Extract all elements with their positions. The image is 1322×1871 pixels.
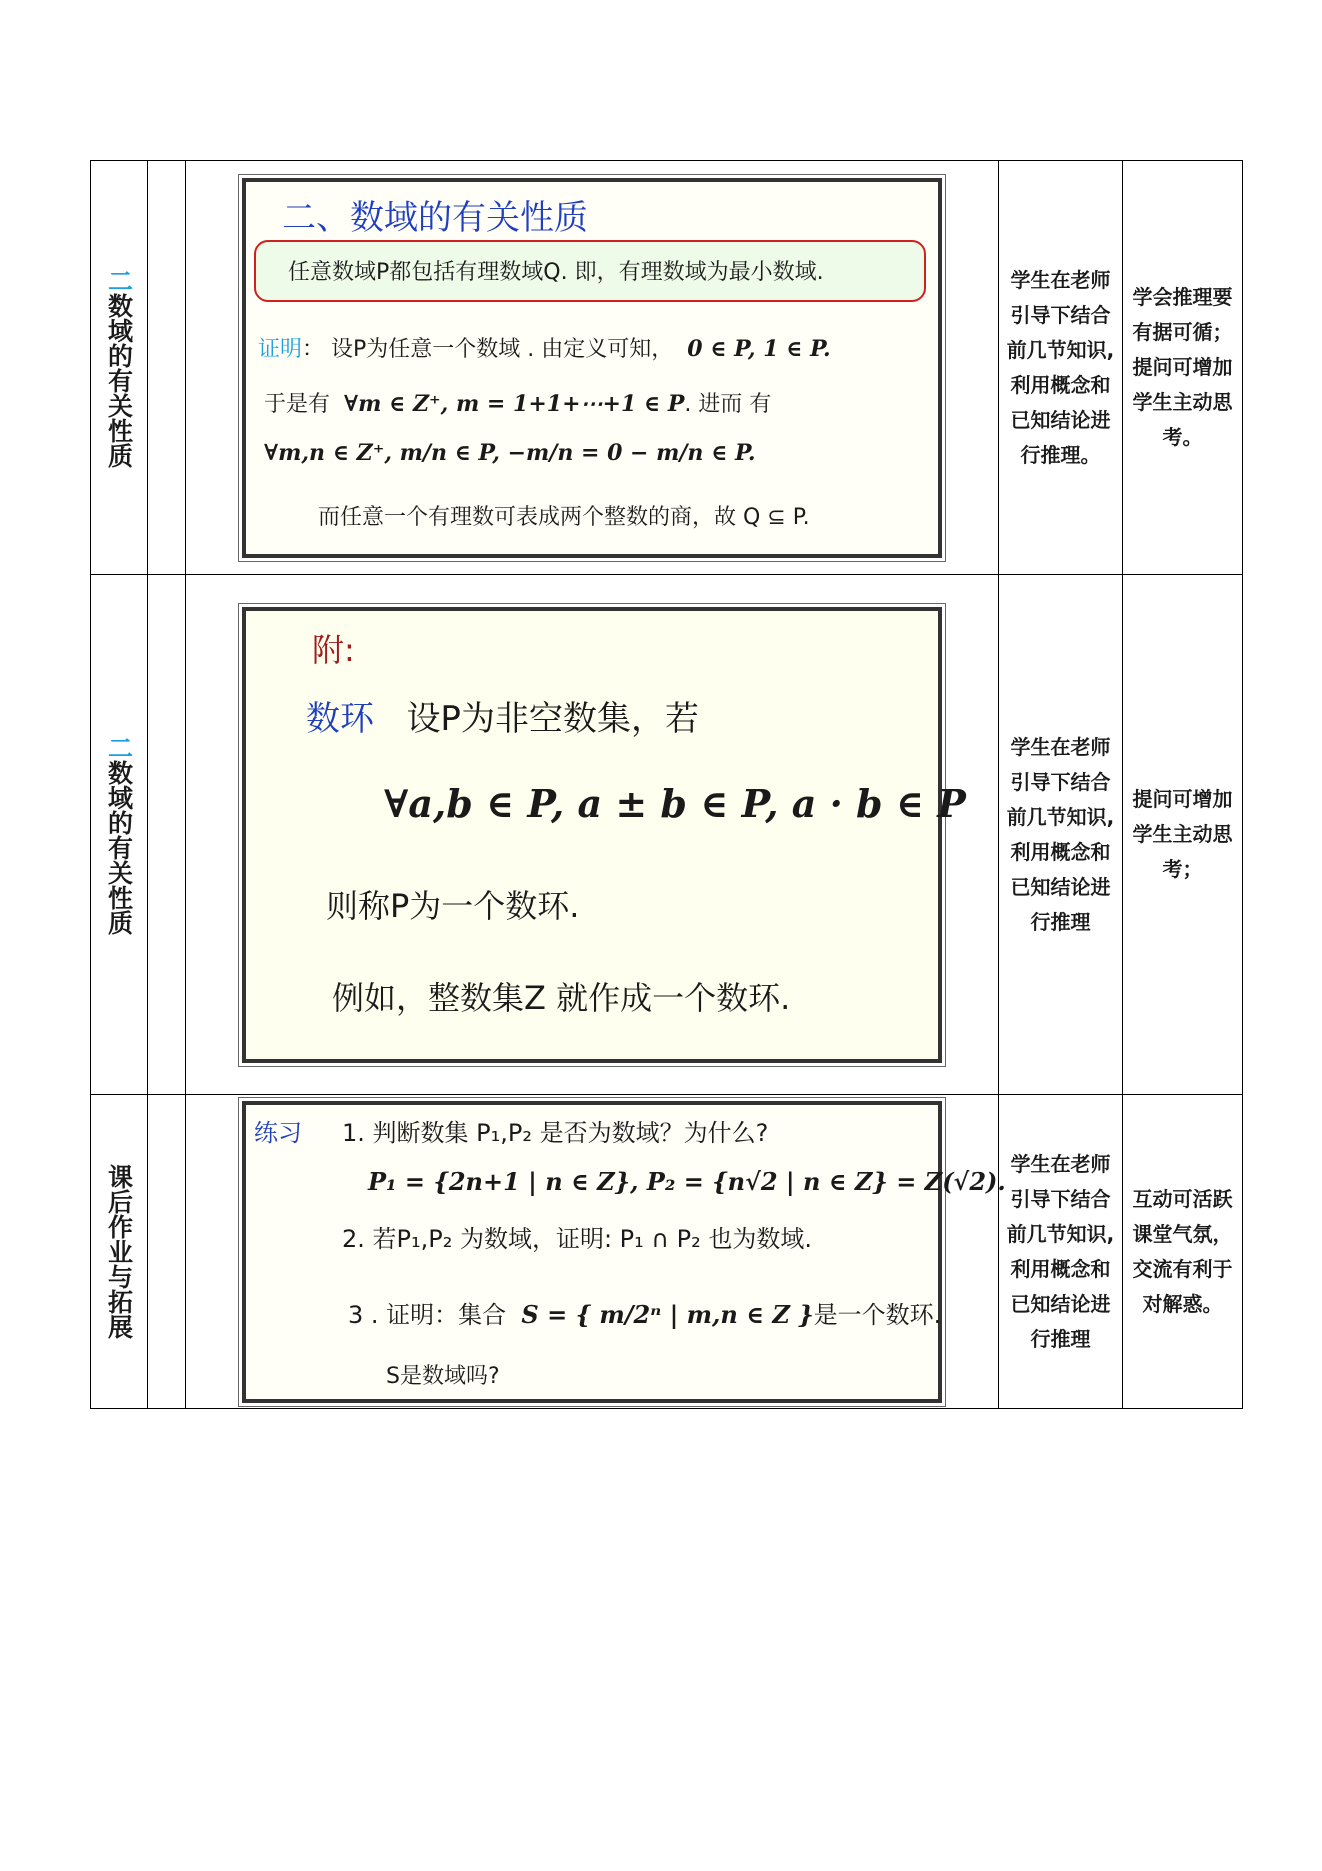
question-1: 1. 判断数集 P₁,P₂ 是否为数域？为什么? [342,1118,769,1147]
question-3 [348,1295,941,1330]
proof-label: 证明 [258,336,303,362]
design-intent-cell [1123,1095,1243,1409]
section-label: 课后作业与拓展 [104,1164,134,1339]
theorem-text: 任意数域P都包括有理数域Q. 即，有理数域为最小数域. [288,259,824,285]
design-intent-text: 学会推理要有据可循；提问可增加学生主动思考。 [1132,285,1233,449]
teacher-activity-cell [999,1095,1123,1409]
teacher-activity-text: 学生在老师引导下结合前几节知识,利用概念和已知结论进行推理 [1006,734,1115,934]
slide-cell [186,161,999,575]
teacher-activity-cell [999,161,1123,575]
ring-definition [306,691,699,740]
lesson-plan-table [90,160,1243,1409]
question-4: S是数域吗? [386,1363,500,1389]
proof-line-1-text: ： 设P为任意一个数域 . 由定义可知， [302,336,674,362]
slide-panel [242,607,966,1063]
proof-line-3-math: ∀m,n ∈ Z⁺, m/n ∈ P, −m/n = 0 − m/n ∈ P. [264,439,756,466]
spacer-cell [148,1095,186,1409]
question-1-formula: P₁ = {2n+1 | n ∈ Z}, P₂ = {n√2 | n ∈ Z} = Z(√2). [368,1166,1006,1196]
exercise-label: 练习 [254,1118,302,1147]
design-intent-cell [1123,575,1243,1095]
section-cell [91,575,148,1095]
table-row [91,161,1243,575]
ring-term: 数环 [306,698,374,739]
section-label: 二数域的有关性质 [104,734,134,935]
question-3-prefix: 3 . 证明：集合 [348,1300,507,1329]
ring-def-text: 设P为非空数集，若 [406,698,699,739]
design-intent-cell [1123,161,1243,575]
ring-example: 例如，整数集Z 就作成一个数环. [332,978,791,1017]
question-2: 2. 若P₁,P₂ 为数域，证明: P₁ ∩ P₂ 也为数域. [342,1224,812,1253]
proof-line-1-math: 0 ∈ P, 1 ∈ P. [687,335,831,362]
teacher-activity-cell [999,575,1123,1095]
proof-line-1 [258,332,831,363]
slide-cell [186,1095,1006,1409]
question-3-formula: S = { m/2ⁿ | m,n ∈ Z } [521,1299,814,1329]
proof-line-2-text: 于是有 [264,391,331,417]
proof-line-2-math: ∀m ∈ Z⁺, m = 1+1+⋯+1 ∈ P [344,390,685,417]
section-cell [91,161,148,575]
slide-title: 二、数域的有关性质 [282,197,588,238]
proof-line-2-tail: . 进而 有 [684,391,772,417]
spacer-cell [148,161,186,575]
appendix-label: 附: [312,630,355,669]
table-row [91,1095,1243,1409]
proof-line-4: 而任意一个有理数可表成两个整数的商，故 Q ⊆ P. [318,504,810,530]
table-row [91,575,1243,1095]
design-intent-text: 互动可活跃课堂气氛，交流有利于对解惑。 [1132,1186,1233,1316]
ring-formula: ∀a,b ∈ P, a ± b ∈ P, a · b ∈ P [384,780,966,826]
slide-panel [242,178,942,558]
spacer-cell [148,575,186,1095]
proof-line-3 [264,440,756,466]
teacher-activity-text: 学生在老师引导下结合前几节知识,利用概念和已知结论进行推理 [1006,1151,1115,1351]
proof-line-2 [264,387,771,418]
design-intent-text: 提问可增加学生主动思考； [1132,787,1233,881]
ring-conclusion: 则称P为一个数环. [326,886,580,925]
teacher-activity-text: 学生在老师引导下结合前几节知识,利用概念和已知结论进行推理。 [1006,267,1115,467]
theorem-box [254,240,926,302]
slide-panel [242,1101,1006,1403]
slide-cell [186,575,999,1095]
question-3-suffix: 是一个数环. [813,1300,942,1329]
section-label: 二数域的有关性质 [104,267,134,468]
section-cell [91,1095,148,1409]
